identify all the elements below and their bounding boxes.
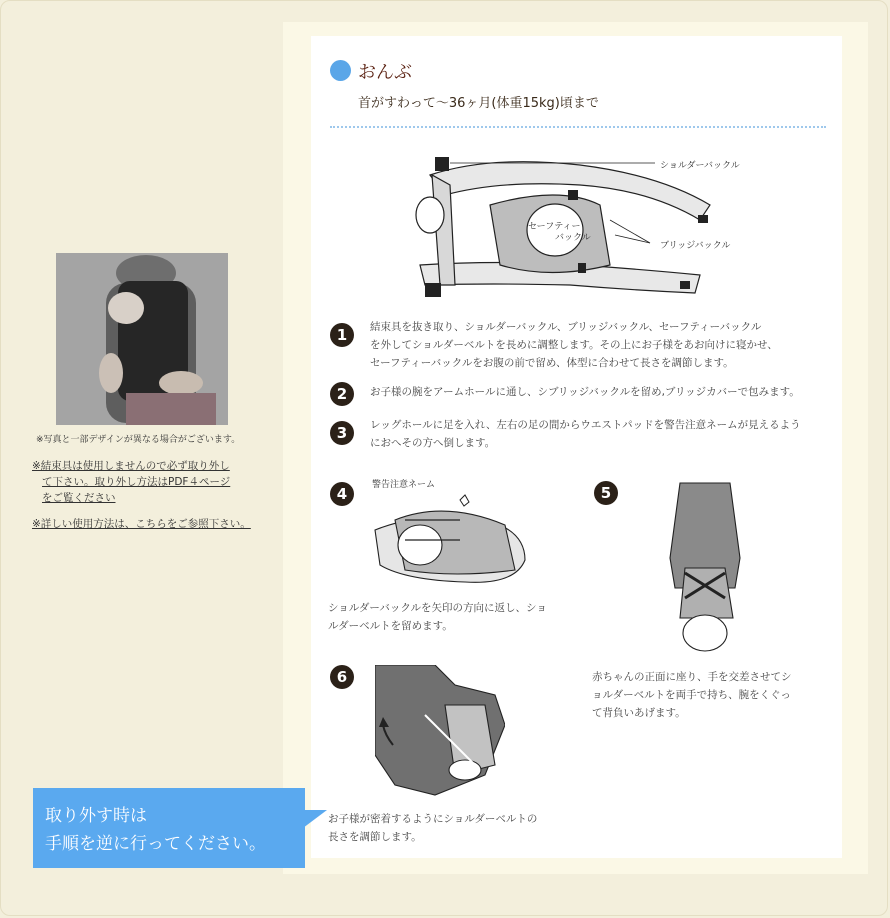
step-4-illustration bbox=[365, 490, 535, 590]
step-3-line: におへその方へ倒します。 bbox=[370, 437, 496, 449]
product-photo bbox=[56, 253, 228, 425]
label-bridge-buckle: ブリッジバックル bbox=[660, 241, 731, 251]
step-6-line: 長さを調節します。 bbox=[328, 831, 422, 843]
step-3-number: 3 bbox=[330, 421, 354, 445]
step-6-text bbox=[328, 810, 537, 846]
callout-line-1: 取り外す時は bbox=[45, 806, 147, 826]
step-5-line: て背負いあげます。 bbox=[592, 707, 686, 719]
step-1-line: セーフティーバックルをお腹の前で留め、体型に合わせて長さを調節します。 bbox=[370, 357, 734, 369]
step-4-line: ルダーベルトを留めます。 bbox=[328, 620, 453, 632]
notice-line-1: ※結束具は使用しませんので必ず取り外し bbox=[32, 460, 230, 472]
step-3-line: レッグホールに足を入れ、左右の足の間からウエストパッドを警告注意ネームが見えるよう bbox=[370, 419, 801, 431]
section-subtitle: 首がすわって〜36ヶ月(体重15kg)頃まで bbox=[358, 96, 599, 111]
detail-link-text: ※詳しい使用方法は、こちらをご参照下さい。 bbox=[32, 518, 251, 530]
step-2-line: お子様の腕をアームホールに通し、シブリッジバックルを留め,ブリッジカバーで包みます。 bbox=[370, 386, 800, 398]
step-5-text bbox=[592, 668, 792, 722]
remove-fastener-notice[interactable] bbox=[32, 458, 230, 506]
callout-line-2: 手順を逆に行ってください。 bbox=[45, 834, 266, 854]
step-5-line: ョルダーベルトを両手で持ち、腕をくぐっ bbox=[592, 689, 791, 701]
step-1-line: を外してショルダーベルトを長めに調整します。その上にお子様をあお向けに寝かせ、 bbox=[370, 339, 778, 351]
step-4-text bbox=[328, 599, 547, 635]
notice-line-3: をご覧ください bbox=[42, 492, 116, 504]
section-title: おんぶ bbox=[358, 62, 412, 83]
step-4-number: 4 bbox=[330, 482, 354, 506]
step-4-line: ショルダーバックルを矢印の方向に返し、ショ bbox=[328, 602, 547, 614]
step-1-line: 結束具を抜き取り、ショルダーバックル、ブリッジバックル、セーフティーバックル bbox=[370, 321, 762, 333]
removal-callout bbox=[33, 788, 305, 868]
step-6-line: お子様が密着するようにショルダーベルトの bbox=[328, 813, 538, 825]
label-warning-name: 警告注意ネーム bbox=[372, 480, 436, 490]
step-6-number: 6 bbox=[330, 665, 354, 689]
step-5-illustration bbox=[655, 478, 755, 658]
notice-line-2: て下さい。取り外し方法はPDF４ページ bbox=[42, 476, 231, 488]
step-1-text bbox=[370, 318, 778, 372]
step-1-number: 1 bbox=[330, 323, 354, 347]
step-5-number: 5 bbox=[594, 481, 618, 505]
label-shoulder-buckle: ショルダーバックル bbox=[660, 161, 740, 171]
dotted-divider bbox=[330, 126, 826, 128]
section-bullet-icon bbox=[330, 60, 351, 81]
photo-note: ※写真と一部デザインが異なる場合がございます。 bbox=[36, 435, 241, 445]
step-2-text bbox=[370, 383, 800, 401]
step-6-illustration bbox=[375, 665, 505, 805]
step-5-line: 赤ちゃんの正面に座り、手を交差させてシ bbox=[592, 671, 792, 683]
step-2-number: 2 bbox=[330, 382, 354, 406]
label-safety-buckle-2: バックル bbox=[555, 233, 591, 243]
step-3-text bbox=[370, 416, 801, 452]
detail-usage-link[interactable] bbox=[32, 516, 251, 532]
label-safety-buckle-1: セーフティー bbox=[528, 222, 581, 232]
